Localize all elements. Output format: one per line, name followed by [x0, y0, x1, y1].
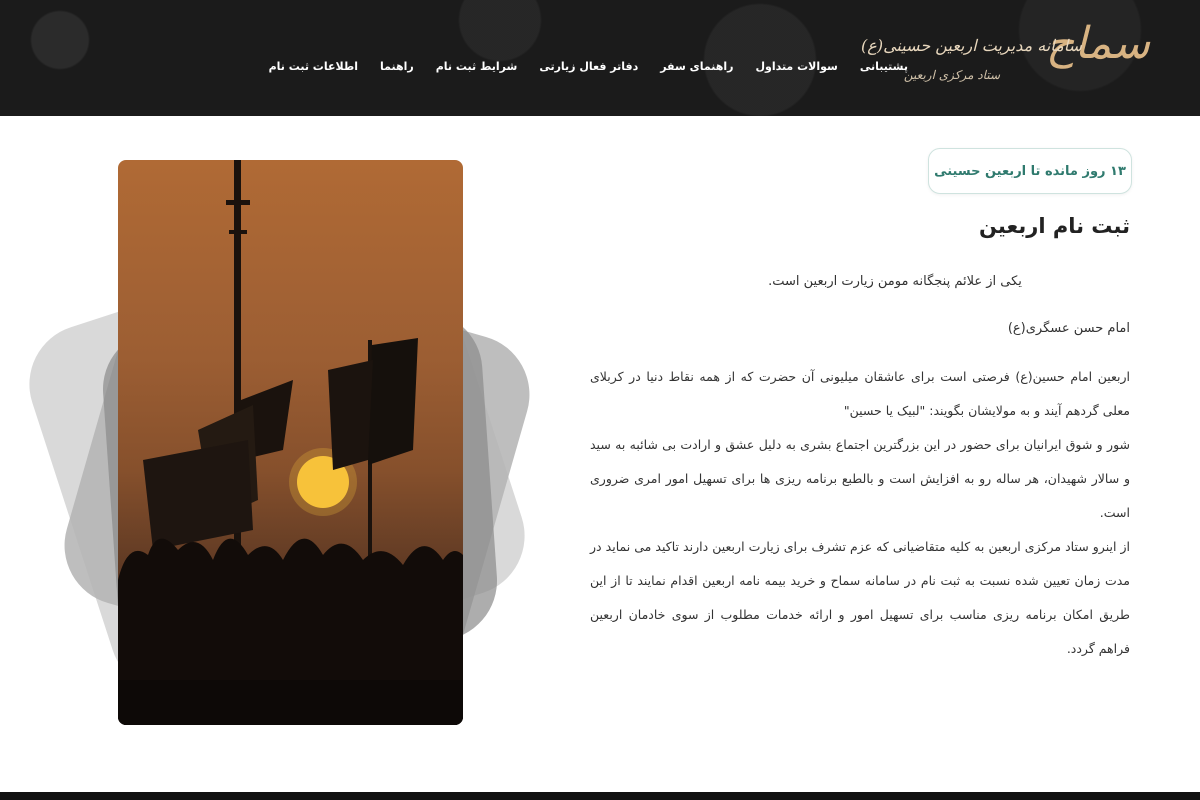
nav-pilgrimage-offices[interactable]: دفاتر فعال زیارتی: [539, 60, 639, 73]
body-text: [590, 360, 1130, 666]
photo-silhouette-illustration: [118, 160, 463, 725]
footer-bar: [0, 792, 1200, 800]
quote-author: امام حسن عسگری(ع): [1007, 321, 1130, 336]
nav-support[interactable]: پشتیبانی: [859, 60, 908, 73]
logo-subtagline: ستاد مرکزی اربعین: [903, 68, 1000, 82]
pilgrimage-photo: [118, 160, 463, 725]
nav-registration-info[interactable]: اطلاعات ثبت نام: [268, 60, 358, 73]
site-header: [0, 0, 1200, 116]
paragraph-3: از اینرو ستاد مرکزی اربعین به کلیه متقاضیانی که عزم تشرف برای زیارت اربعین دارند تاکید می نماید در مدت زمان تعیین شده نسبت به ثبت نام در سامانه سماح و خرید بیمه نامه اربعین اقدام نمایند تا از این طریق امکان برنامه ریزی مناسب برای تسهیل امور و ارائه خدمات مطلوب از سوی خادمان اربعین فراهم گردد.: [590, 539, 1130, 656]
nav-faq[interactable]: سوالات متداول: [755, 60, 838, 73]
main-nav: [269, 60, 908, 80]
nav-registration-terms[interactable]: شرایط ثبت نام: [435, 60, 518, 73]
logo-wordmark: سماح: [1045, 18, 1150, 69]
main-content: [590, 206, 1130, 666]
paragraph-2: شور و شوق ایرانیان برای حضور در این بزرگترین اجتماع بشری به دلیل عشق و ارادت بی شائبه به سید و سالار شهیدان، هر ساله رو به افزایش است و بالطبع برنامه ریزی ها برای تسهیل امور امری ضروری است.: [590, 437, 1130, 520]
countdown-badge: [928, 148, 1132, 194]
paragraph-1: اربعین امام حسین(ع) فرصتی است برای عاشقان میلیونی آن حضرت که از همه نقاط دنیا در کربلای معلی گردهم آیند و به مولایشان بگویند: "لبیک یا حسین": [590, 369, 1130, 418]
nav-travel-guide[interactable]: راهنمای سفر: [660, 60, 734, 73]
hadith-quote: یکی از علائم پنجگانه مومن زیارت اربعین است.: [768, 274, 1022, 289]
logo-tagline: سامانه مدیریت اربعین حسینی(ع): [861, 36, 1082, 55]
countdown-text: ۱۳ روز مانده تا اربعین حسینی: [934, 163, 1126, 179]
page-title: ثبت نام اربعین: [979, 214, 1130, 238]
nav-guide[interactable]: راهنما: [380, 60, 414, 73]
